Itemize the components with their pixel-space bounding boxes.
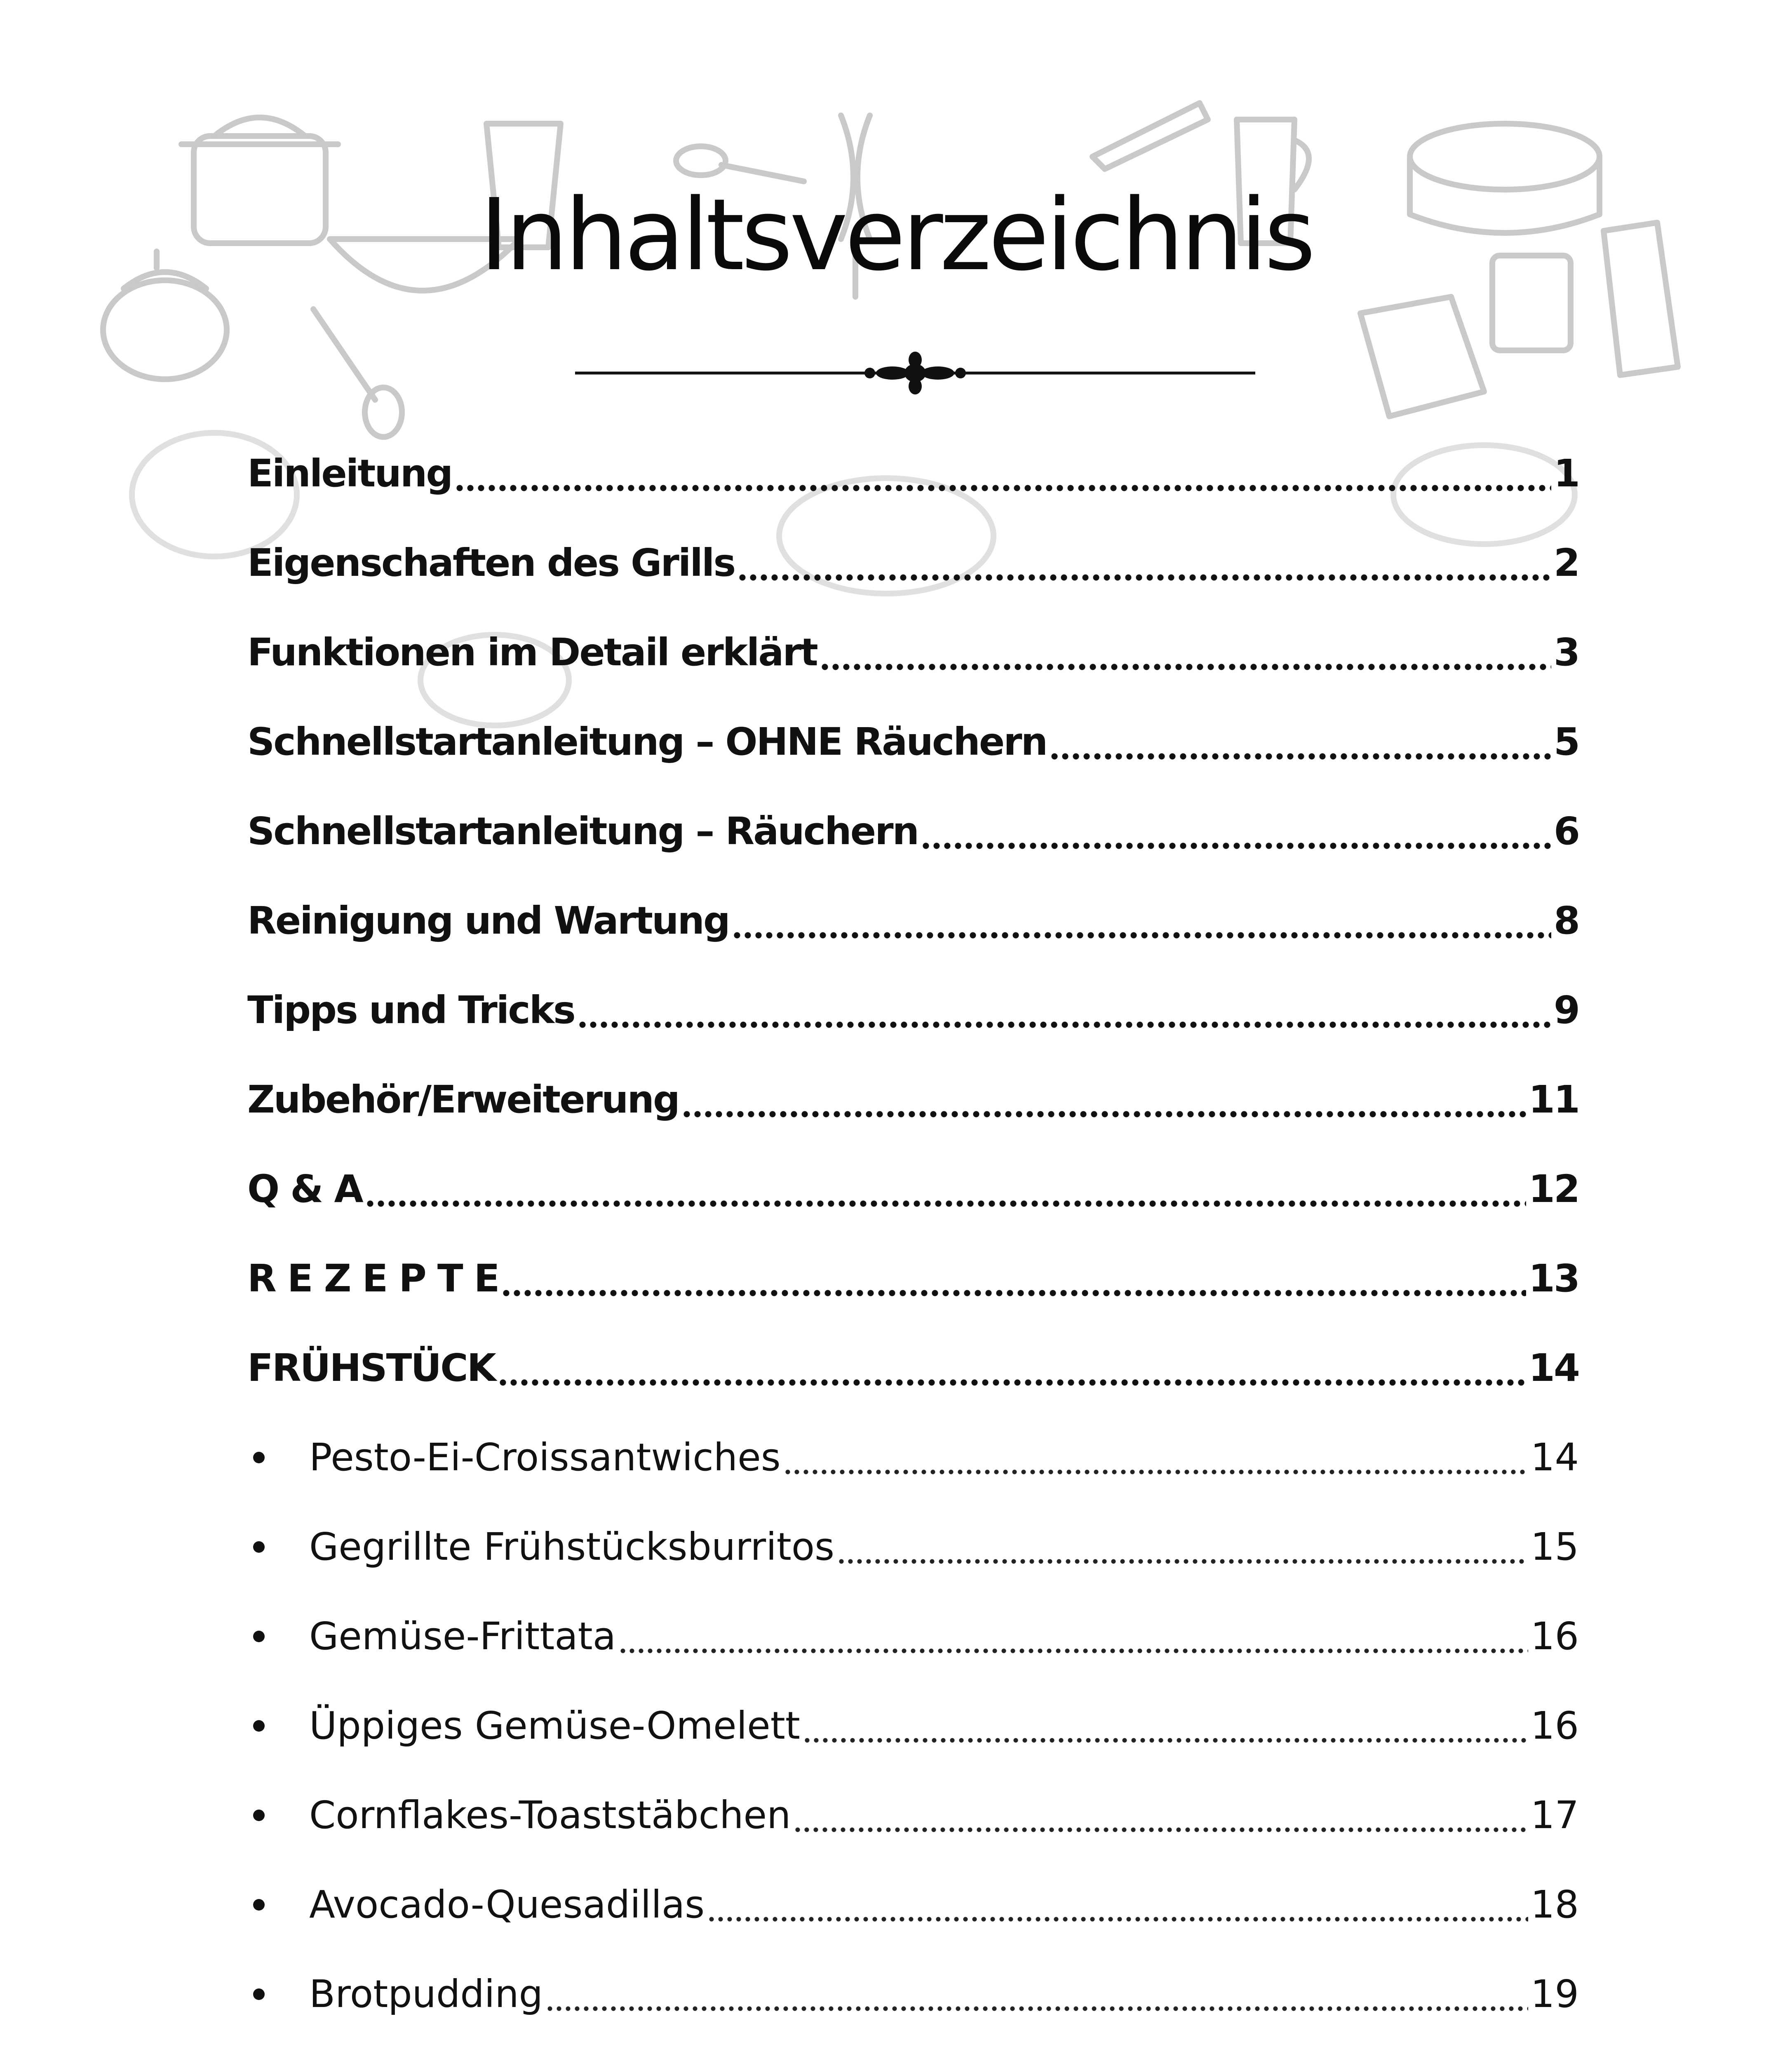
toc-entry-label: R E Z E P T E	[247, 1256, 499, 1300]
toc-recipe-entry[interactable]	[247, 1860, 1579, 1949]
dot-leader	[793, 1795, 1528, 1836]
toc-entry-einleitung[interactable]	[247, 429, 1579, 518]
dot-leader	[501, 1258, 1526, 1299]
toc-entry-page: 9	[1553, 988, 1579, 1032]
dot-leader	[921, 811, 1551, 852]
toc-entry-label: Zubehör/Erweiterung	[247, 1077, 679, 1122]
toc-entry-schnellstart-raeuchern[interactable]	[247, 786, 1579, 876]
bullet-icon	[247, 1631, 309, 1642]
toc-entry-page: 11	[1528, 1077, 1579, 1122]
toc-recipe-label: Avocado-Quesadillas	[309, 1883, 705, 1927]
toc-entry-page: 3	[1553, 630, 1579, 674]
toc-entry-label: Tipps und Tricks	[247, 988, 575, 1032]
toc-recipe-label: Gegrillte Frühstücksburritos	[309, 1525, 835, 1569]
toc-entry-eigenschaften[interactable]	[247, 518, 1579, 608]
dot-leader	[577, 990, 1551, 1031]
toc-recipe-entry[interactable]	[247, 1592, 1579, 1681]
toc-recipe-page: 14	[1530, 1435, 1579, 1479]
toc-recipe-entry[interactable]	[247, 1770, 1579, 1860]
toc-entry-rezepte[interactable]	[247, 1234, 1579, 1323]
bullet-icon	[247, 1541, 309, 1553]
toc-entry-page: 2	[1553, 541, 1579, 585]
toc-recipe-page: 19	[1530, 1972, 1579, 2016]
bullet-icon	[247, 1899, 309, 1911]
bullet-icon	[247, 1988, 309, 2000]
toc-entry-label: Schnellstartanleitung – OHNE Räuchern	[247, 720, 1047, 764]
toc-entry-page: 14	[1528, 1346, 1579, 1390]
toc-recipe-page: 16	[1530, 1704, 1579, 1748]
bullet-icon	[247, 1810, 309, 1821]
toc-recipe-entry[interactable]	[247, 2039, 1579, 2061]
toc-entry-zubehoer[interactable]	[247, 1055, 1579, 1144]
toc-recipe-label: Brotpudding	[309, 1972, 543, 2016]
page-title: Inhaltsverzeichnis	[479, 177, 1313, 293]
toc-recipe-label: Üppiges Gemüse-Omelett	[309, 1704, 800, 1748]
dot-leader	[454, 453, 1551, 494]
toc-entry-tipps[interactable]	[247, 965, 1579, 1055]
dot-leader	[498, 1347, 1526, 1389]
dot-leader	[681, 1079, 1526, 1120]
dot-leader	[803, 1705, 1528, 1746]
toc-entry-label: Reinigung und Wartung	[247, 899, 729, 943]
toc-entry-fruehstueck[interactable]	[247, 1323, 1579, 1413]
bullet-icon	[247, 1720, 309, 1732]
dot-leader	[732, 900, 1551, 941]
toc-entry-label: Schnellstartanleitung – Räuchern	[247, 809, 918, 853]
toc-recipe-page: 15	[1530, 1525, 1579, 1569]
toc-recipe-label: Cornflakes-Toaststäbchen	[309, 1793, 791, 1837]
dot-leader	[783, 1437, 1528, 1478]
toc-entry-page: 8	[1553, 899, 1579, 943]
dot-leader	[618, 1616, 1528, 1657]
toc-entry-schnellstart-ohne[interactable]	[247, 697, 1579, 786]
dot-leader	[737, 542, 1551, 584]
toc-entry-label: FRÜHSTÜCK	[247, 1346, 495, 1390]
toc-recipe-page: 18	[1530, 1883, 1579, 1927]
toc-entry-page: 12	[1528, 1167, 1579, 1211]
bullet-icon	[247, 1452, 309, 1463]
toc-entry-label: Eigenschaften des Grills	[247, 541, 735, 585]
toc-recipe-entry[interactable]	[247, 1681, 1579, 1770]
dot-leader	[1049, 721, 1551, 763]
flourish-icon	[864, 352, 966, 394]
ornamental-divider	[575, 348, 1255, 398]
dot-leader	[545, 1974, 1528, 2015]
toc-recipe-page: 16	[1530, 1614, 1579, 1658]
toc-entry-qa[interactable]	[247, 1144, 1579, 1234]
toc-entry-page: 5	[1553, 720, 1579, 764]
toc-entry-funktionen[interactable]	[247, 608, 1579, 697]
toc-recipe-entry[interactable]	[247, 1413, 1579, 1502]
toc-recipe-entry[interactable]	[247, 1502, 1579, 1592]
toc-entry-label: Einleitung	[247, 451, 452, 495]
dot-leader	[365, 1169, 1526, 1210]
toc-recipe-label: Pesto-Ei-Croissantwiches	[309, 1435, 781, 1479]
toc-entry-page: 1	[1553, 451, 1579, 495]
table-of-contents	[247, 429, 1579, 2061]
toc-entry-page: 13	[1528, 1256, 1579, 1300]
toc-entry-label: Funktionen im Detail erklärt	[247, 630, 817, 674]
toc-recipe-label: Gemüse-Frittata	[309, 1614, 616, 1658]
toc-entry-label: Q & A	[247, 1167, 362, 1211]
dot-leader	[820, 632, 1551, 673]
toc-entry-page: 6	[1553, 809, 1579, 853]
dot-leader	[837, 1526, 1528, 1568]
dot-leader	[707, 1884, 1528, 1925]
toc-recipe-page: 17	[1530, 1793, 1579, 1837]
toc-recipe-entry[interactable]	[247, 1949, 1579, 2039]
toc-entry-reinigung[interactable]	[247, 876, 1579, 965]
